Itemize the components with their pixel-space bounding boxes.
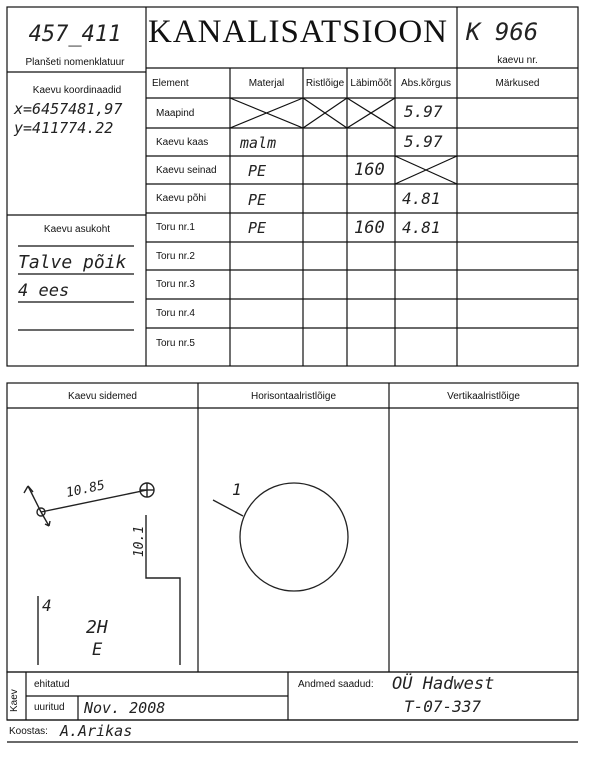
cell-material: PE xyxy=(248,191,267,209)
data-source-value-2: T-07-337 xyxy=(404,697,482,716)
house-number: 4 xyxy=(42,596,52,615)
distance-label-1: 10.85 xyxy=(64,478,107,501)
col-header-material: Materjal xyxy=(248,78,285,89)
row-element: Toru nr.2 xyxy=(156,251,195,262)
row-element: Toru nr.5 xyxy=(156,338,195,349)
col-header-element: Element xyxy=(152,78,189,89)
pipe-label: 1 xyxy=(232,480,242,499)
cell-material: PE xyxy=(248,219,267,237)
location-line1: Talve põik xyxy=(18,252,127,273)
sketch-col1-title: Kaevu sidemed xyxy=(68,391,137,402)
coord-x: x=6457481,97 xyxy=(14,100,123,118)
col-header-diameter: Läbimõõt xyxy=(350,78,392,89)
page-title: KANALISATSIOON xyxy=(148,14,448,50)
sketch-col2-title: Horisontaalristlõige xyxy=(250,391,337,402)
row-element: Toru nr.4 xyxy=(156,308,195,319)
coords-label: Kaevu koordinaadid xyxy=(32,85,122,96)
row-element: Kaevu seinad xyxy=(156,165,217,176)
row-element: Toru nr.1 xyxy=(156,222,195,233)
sketch-col3-title: Vertikaalristlõige xyxy=(447,391,520,402)
cell-height: 5.97 xyxy=(404,132,443,151)
author-label: Koostas: xyxy=(9,726,48,737)
row-element: Toru nr.3 xyxy=(156,279,195,290)
nomenclature-value: 457_411 xyxy=(28,22,122,47)
house-label-2: E xyxy=(92,640,103,660)
footer-side-label: Kaev xyxy=(9,689,20,712)
data-source-label: Andmed saadud: xyxy=(298,679,374,690)
col-header-notes: Märkused xyxy=(495,78,540,89)
well-number-label: kaevu nr. xyxy=(497,55,538,66)
coord-y: y=411774.22 xyxy=(14,119,114,137)
cell-diameter: 160 xyxy=(354,218,385,238)
row-element: Maapind xyxy=(156,108,195,119)
row-element: Kaevu kaas xyxy=(156,137,209,148)
cell-height: 4.81 xyxy=(402,218,441,237)
col-header-cross: Ristlõige xyxy=(305,78,345,89)
house-label-1: 2H xyxy=(86,617,108,638)
cell-material: malm xyxy=(240,134,277,152)
distance-label-2: 10.1 xyxy=(132,525,148,558)
horizontal-section-sketch xyxy=(213,483,348,591)
col-header-height: Abs.kõrgus xyxy=(400,78,452,89)
surveyed-label: uuritud xyxy=(34,702,65,713)
nomenclature-label: Planšeti nomenklatuur xyxy=(25,57,125,68)
location-line2: 4 ees xyxy=(18,281,70,301)
cell-height: 5.97 xyxy=(404,102,443,121)
data-source-value-1: OÜ Hadwest xyxy=(392,674,495,694)
cell-height: 4.81 xyxy=(402,189,441,208)
surveyed-value: Nov. 2008 xyxy=(84,699,166,717)
well-number: K 966 xyxy=(466,18,539,46)
cell-diameter: 160 xyxy=(354,160,385,180)
row-element: Kaevu põhi xyxy=(156,193,207,204)
built-label: ehitatud xyxy=(34,679,70,690)
location-label: Kaevu asukoht xyxy=(43,224,111,235)
cell-material: PE xyxy=(248,162,267,180)
author-value: A.Arikas xyxy=(60,722,133,740)
